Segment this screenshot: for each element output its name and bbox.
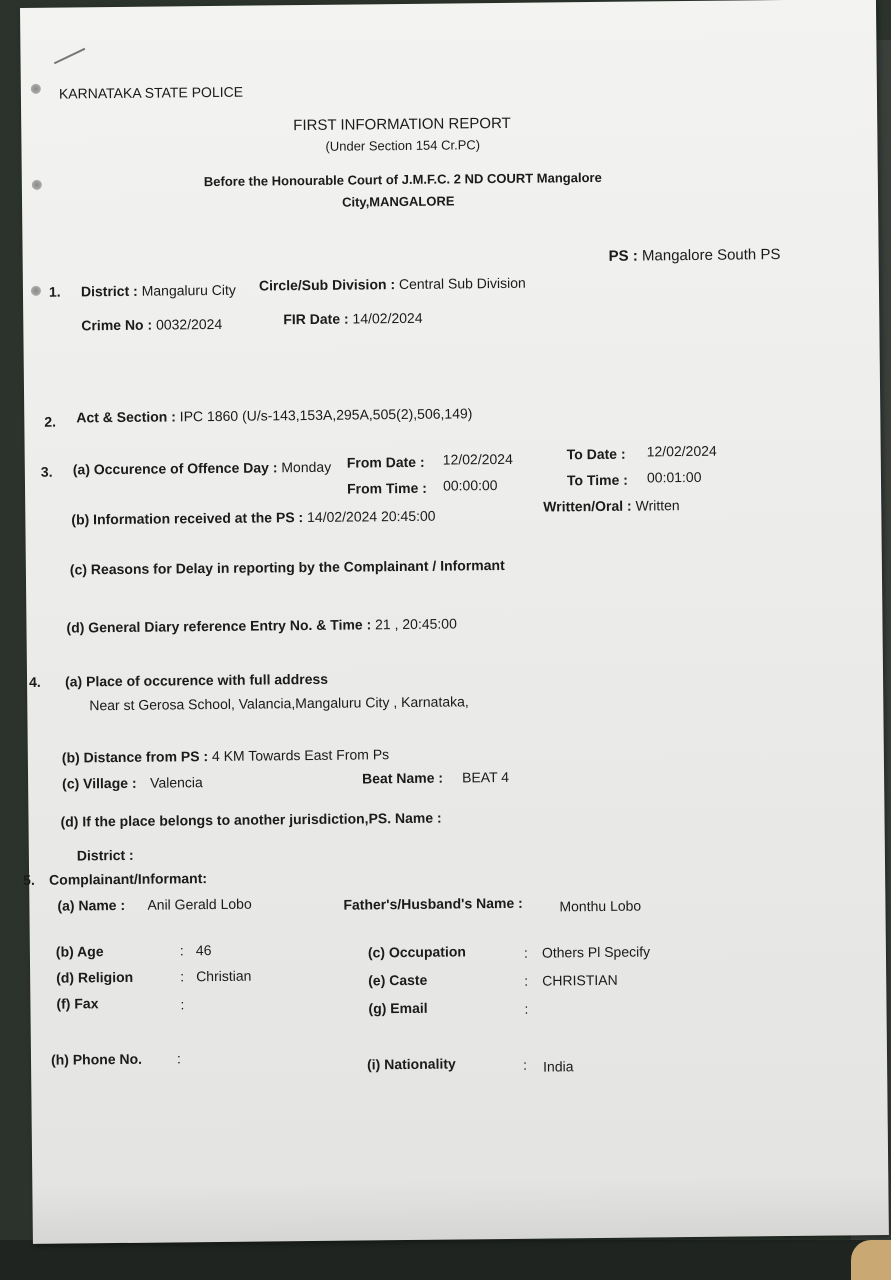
section-4-number: 4. [28,673,41,690]
fir-document [20,0,889,1244]
circle-label: Circle/Sub Division : [258,276,396,294]
from-date-value: 12/02/2024 [442,450,513,468]
beat-name-label: Beat Name : [362,769,444,787]
fir-date-field [283,310,422,327]
thumb-icon [851,1240,891,1280]
district-label: District : [80,282,138,300]
place-occurence-label: (a) Place of occurence with full address [64,670,329,690]
org-name: KARNATAKA STATE POLICE [58,83,244,102]
court-line-1: Before the Honourable Court of J.M.F.C. 2 ND COURT Mangalore [203,169,602,190]
other-jurisdiction-label: (d) If the place belongs to another jurisdiction,PS. Name : [60,809,442,830]
village-value: Valencia [150,774,203,791]
pen-mark-icon [50,39,86,65]
info-received-label: (b) Information received at the PS : [71,509,304,528]
fir-date-label: FIR Date : [283,310,349,328]
village-label: (c) Village : [62,774,137,792]
stamp-mark-icon [31,286,41,296]
stamp-mark-icon [31,84,41,94]
offence-day-label: (a) Occurence of Offence Day : [72,459,278,478]
email-colon: : [524,1000,529,1017]
to-date-value: 12/02/2024 [646,442,717,460]
info-received-field [71,508,435,528]
distance-field [62,746,389,765]
fir-date-value: 14/02/2024 [352,309,423,327]
caste-value: CHRISTIAN [542,971,618,989]
crime-no-value: 0032/2024 [155,315,223,333]
to-date-label: To Date : [566,445,626,463]
occupation-label: (c) Occupation [367,943,467,961]
court-line-2: City,MANGALORE [341,193,455,210]
act-section-field [76,405,472,425]
fax-label: (f) Fax [56,995,99,1012]
delay-reason-label: (c) Reasons for Delay in reporting by the Complainant / Informant [69,556,505,578]
circle-value: Central Sub Division [398,274,526,293]
religion-colon: : [180,968,185,985]
section-3-number: 3. [40,463,53,480]
place-occurence-value: Near st Gerosa School, Valancia,Mangaluru City , Karnataka, [89,693,469,714]
to-time-label: To Time : [566,471,628,489]
offence-day-value: Monday [281,458,332,476]
phone-colon: : [176,1050,181,1067]
report-title: FIRST INFORMATION REPORT [293,114,511,135]
complainant-name-value: Anil Gerald Lobo [147,895,252,913]
act-section-value: IPC 1860 (U/s-143,153A,295A,505(2),506,149) [179,405,473,425]
diary-entry-field [66,615,457,635]
email-label: (g) Email [368,999,428,1017]
distance-value: 4 KM Towards East From Ps [211,746,390,765]
nationality-label: (i) Nationality [366,1055,456,1073]
report-subtitle: (Under Section 154 Cr.PC) [325,137,481,154]
phone-label: (h) Phone No. [50,1050,143,1068]
religion-value: Christian [196,967,252,985]
ps-field [609,246,781,265]
from-time-label: From Time : [346,479,428,497]
background-bottom [0,1240,891,1280]
other-district-label: District : [76,846,134,864]
father-name-label: Father's/Husband's Name : [343,894,523,913]
caste-colon: : [524,972,529,989]
fax-colon: : [180,996,185,1013]
occupation-value: Others Pl Specify [541,943,651,961]
caste-label: (e) Caste [368,971,428,989]
age-value: 46 [195,942,212,959]
complainant-name-label: (a) Name : [57,896,126,914]
ps-value: Mangalore South PS [641,246,781,265]
distance-label: (b) Distance from PS : [61,748,209,766]
diary-entry-value: 21 , 20:45:00 [375,615,457,633]
occupation-colon: : [523,944,528,961]
nationality-colon: : [523,1056,528,1073]
crime-no-field [81,316,222,333]
diary-entry-label: (d) General Diary reference Entry No. & Time : [66,616,372,636]
act-section-label: Act & Section : [76,408,176,426]
section-1-number: 1. [48,283,61,300]
to-time-value: 00:01:00 [646,468,702,486]
religion-label: (d) Religion [56,968,134,986]
paper-shadow [32,1175,889,1244]
father-name-value: Monthu Lobo [559,897,642,915]
written-oral-value: Written [635,497,680,514]
district-field [81,282,236,300]
written-oral-field [543,497,680,514]
stamp-mark-icon [32,180,42,190]
beat-name-value: BEAT 4 [461,768,510,786]
crime-no-label: Crime No : [81,316,153,334]
section-5-number: 5. [23,871,35,889]
age-label: (b) Age [55,943,104,960]
info-received-value: 14/02/2024 20:45:00 [306,507,436,526]
age-colon: : [179,942,184,959]
from-date-label: From Date : [346,453,425,471]
from-time-value: 00:00:00 [442,477,498,494]
ps-label: PS : [608,247,638,265]
complainant-heading: Complainant/Informant: [49,870,208,888]
section-2-number: 2. [44,413,57,430]
nationality-value: India [543,1058,574,1075]
offence-day-field [73,459,331,478]
circle-field [259,275,526,294]
district-value: Mangaluru City [141,281,236,299]
written-oral-label: Written/Oral : [543,497,632,515]
